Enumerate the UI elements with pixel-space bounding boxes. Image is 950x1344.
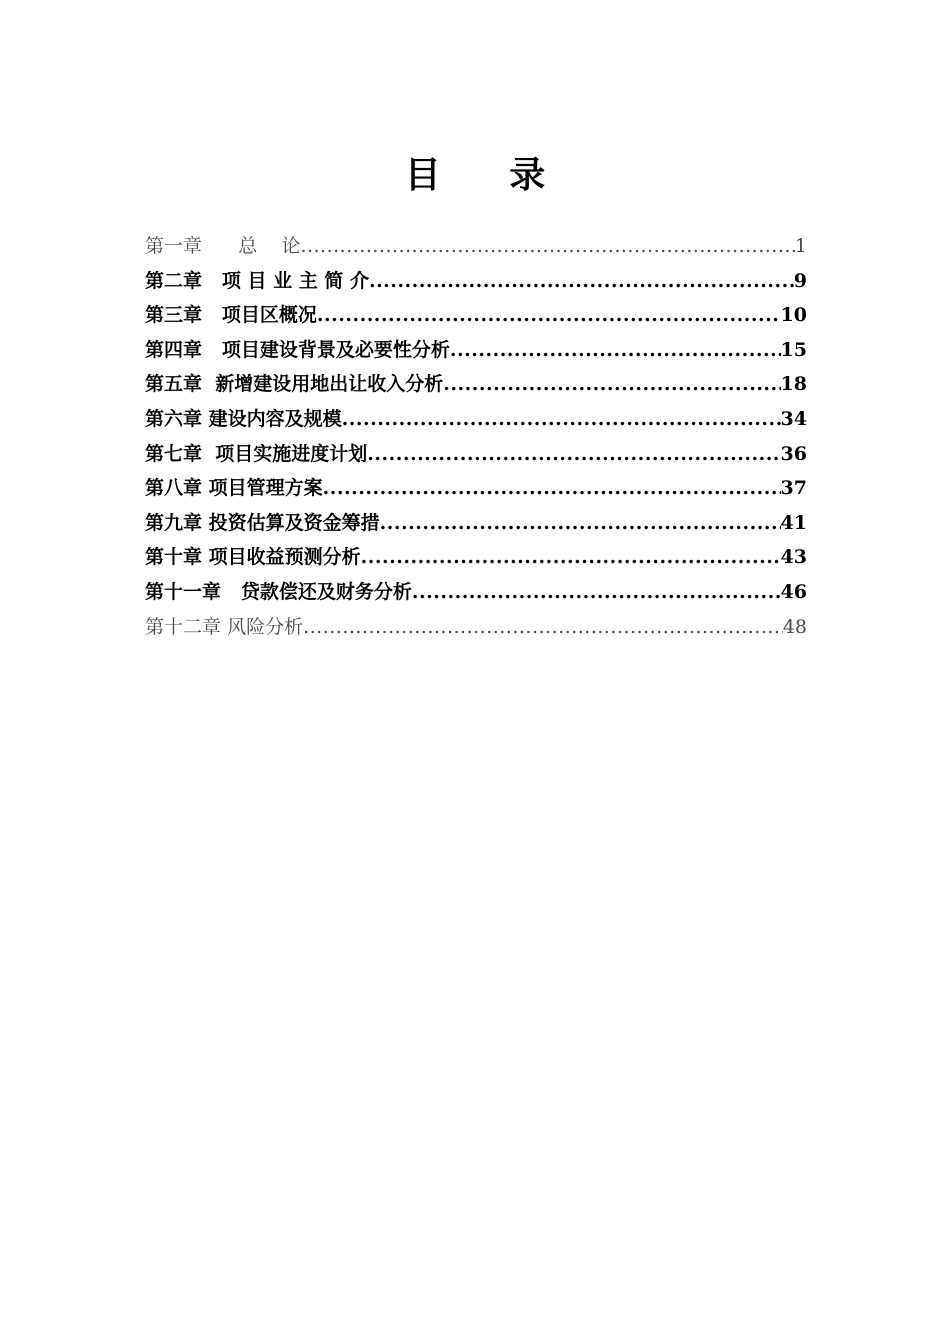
toc-entry[interactable]	[145, 298, 807, 333]
toc-entry[interactable]	[145, 264, 807, 299]
toc-dot-leader	[317, 298, 781, 333]
toc-page-number: 18	[780, 373, 807, 396]
toc-dot-leader	[369, 264, 794, 299]
toc-chapter-title: 项目管理方案	[208, 477, 323, 500]
toc-page-number: 15	[780, 338, 807, 361]
toc-page-number: 1	[794, 235, 807, 257]
toc-chapter-title: 项目实施进度计划	[215, 442, 368, 465]
toc-entry[interactable]	[145, 229, 807, 264]
toc-chapter-number: 第三章	[145, 304, 203, 327]
toc-gap	[202, 229, 238, 264]
toc-page-number: 37	[780, 477, 807, 500]
toc-chapter-number: 第一章	[145, 235, 203, 257]
toc-page-number: 10	[780, 304, 807, 327]
toc-chapter-number: 第五章	[145, 373, 203, 396]
toc-page-number: 48	[782, 615, 807, 638]
toc-dot-leader	[380, 506, 781, 541]
toc-entry[interactable]	[145, 610, 807, 645]
toc-gap	[202, 471, 209, 506]
toc-entry[interactable]	[145, 540, 807, 575]
toc-gap	[202, 506, 209, 541]
toc-dot-leader	[323, 471, 781, 506]
toc-dot-leader	[361, 540, 781, 575]
toc-page-number: 41	[780, 511, 807, 534]
toc-chapter-number: 第十一章	[145, 580, 222, 603]
toc-chapter-number: 第六章	[145, 407, 203, 430]
toc-chapter-number: 第四章	[145, 338, 203, 361]
toc-entry[interactable]	[145, 402, 807, 437]
toc-chapter-title: 项 目 业 主 简 介	[221, 269, 369, 292]
toc-chapter-title: 风险分析	[227, 615, 304, 638]
toc-chapter-number: 第七章	[145, 442, 203, 465]
toc-page-number: 46	[780, 580, 807, 603]
toc-chapter-title: 总 论	[238, 235, 301, 257]
toc-gap	[202, 437, 215, 472]
toc-chapter-title: 贷款偿还及财务分析	[240, 580, 412, 603]
toc-gap	[202, 402, 209, 437]
toc-gap	[202, 540, 209, 575]
toc-page-number: 9	[793, 269, 807, 292]
toc-chapter-title: 项目收益预测分析	[208, 546, 361, 569]
toc-dot-leader	[342, 402, 781, 437]
toc-dot-leader	[300, 229, 794, 264]
toc-chapter-number: 第十章	[145, 546, 203, 569]
toc-chapter-title: 建设内容及规模	[208, 407, 342, 430]
toc-dot-leader	[303, 610, 783, 645]
toc-page-number: 34	[780, 407, 807, 430]
toc-page-number: 36	[780, 442, 807, 465]
toc-chapter-title: 投资估算及资金筹措	[208, 511, 380, 534]
toc-chapter-number: 第八章	[145, 477, 203, 500]
toc-chapter-number: 第二章	[145, 269, 203, 292]
toc-entry[interactable]	[145, 506, 807, 541]
toc-title: 目 录	[404, 154, 574, 196]
toc-dot-leader	[367, 437, 780, 472]
table-of-contents	[145, 229, 807, 644]
toc-entry[interactable]	[145, 471, 807, 506]
toc-chapter-number: 第十二章	[145, 615, 222, 638]
toc-chapter-title: 新增建设用地出让收入分析	[215, 373, 444, 396]
toc-gap	[202, 298, 222, 333]
toc-chapter-title: 项目区概况	[221, 304, 317, 327]
toc-entry[interactable]	[145, 575, 807, 610]
toc-gap	[202, 264, 222, 299]
toc-gap	[202, 333, 222, 368]
toc-dot-leader	[443, 367, 780, 402]
toc-chapter-title: 项目建设背景及必要性分析	[221, 338, 450, 361]
toc-page-number: 43	[780, 546, 807, 569]
toc-entry[interactable]	[145, 437, 807, 472]
toc-entry[interactable]	[145, 367, 807, 402]
toc-entry[interactable]	[145, 333, 807, 368]
toc-gap	[221, 575, 241, 610]
toc-gap	[202, 367, 215, 402]
toc-dot-leader	[450, 333, 781, 368]
toc-chapter-number: 第九章	[145, 511, 203, 534]
toc-dot-leader	[412, 575, 781, 610]
